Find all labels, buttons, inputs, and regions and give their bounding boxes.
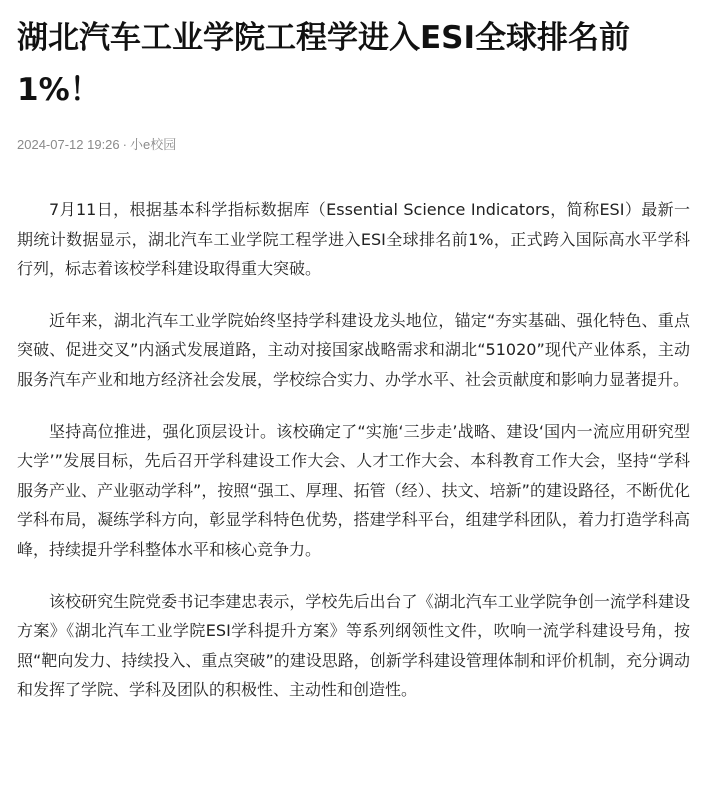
meta-separator: · xyxy=(122,137,127,152)
paragraph-2: 近年来，湖北汽车工业学院始终坚持学科建设龙头地位，锚定“夯实基础、强化特色、重点突破、促进交叉”内涵式发展道路，主动对接国家战略需求和湖北“51020”现代产业体系，主动服务汽车产业和地方经济社会发展，学校综合实力、办学水平、社会贡献度和影响力显著提升。 xyxy=(17,310,690,389)
article-meta xyxy=(17,136,690,154)
article-title: 湖北汽车工业学院工程学进入ESI全球排名前1%！ xyxy=(17,20,631,108)
paragraph-1: 7月11日，根据基本科学指标数据库（Essential Science Indicators，简称ESI）最新一期统计数据显示，湖北汽车工业学院工程学进入ESI全球排名前1%，正式跨入国际高水平学科行列，标志着该校学科建设取得重大突破。 xyxy=(17,200,690,279)
article-body xyxy=(17,195,690,705)
publish-date: 2024-07-12 19:26 xyxy=(17,137,120,152)
paragraph-4: 该校研究生院党委书记李建忠表示，学校先后出台了《湖北汽车工业学院争创一流学科建设方案》《湖北汽车工业学院ESI学科提升方案》等系列纲领性文件，吹响一流学科建设号角，按照“靶向发力、持续投入、重点突破”的建设思路，创新学科建设管理体制和评价机制，充分调动和发挥了学院、学科及团队的积极性、主动性和创造性。 xyxy=(17,591,690,700)
paragraph-3: 坚持高位推进，强化顶层设计。该校确定了“实施‘三步走’战略、建设‘国内一流应用研究型大学’”发展目标，先后召开学科建设工作大会、人才工作大会、本科教育工作大会，坚持“学科服务产业、产业驱动学科”，按照“强工、厚理、拓管（经）、扶文、培新”的建设路径，不断优化学科布局，凝练学科方向，彰显学科特色优势，搭建学科平台，组建学科团队，着力打造学科高峰，持续提升学科整体水平和核心竞争力。 xyxy=(17,421,690,559)
article-source[interactable]: 小e校园 xyxy=(130,137,177,152)
